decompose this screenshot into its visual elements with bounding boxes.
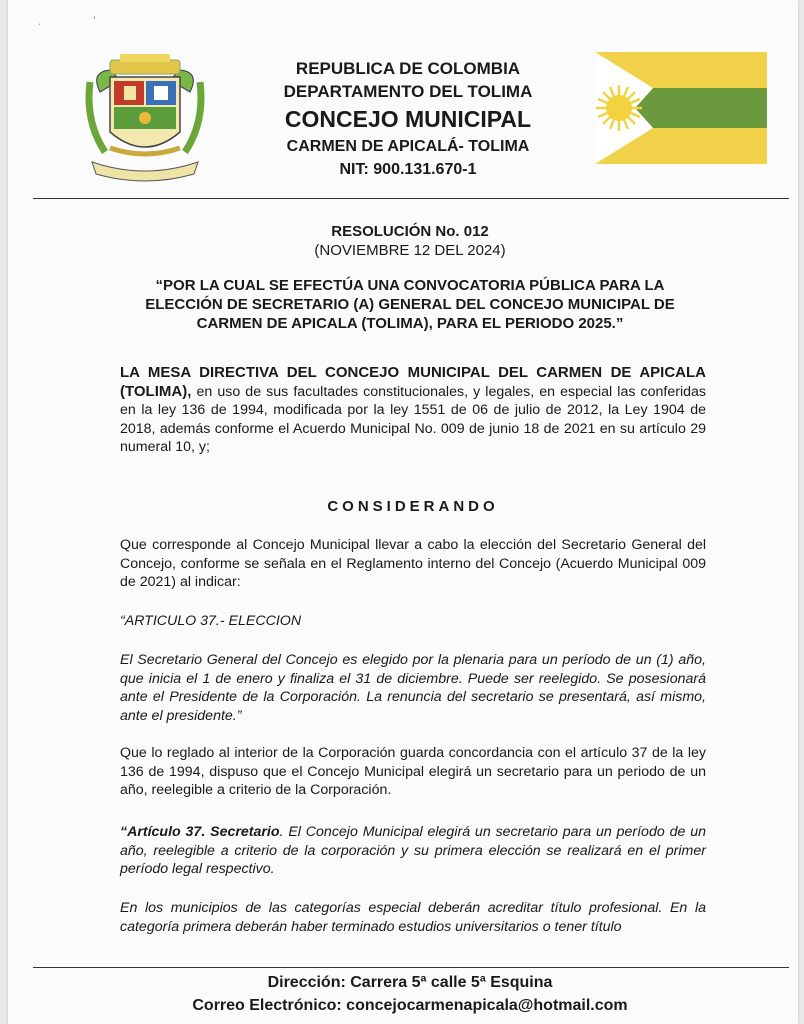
intro-text: en uso de sus facultades constitucionales, y legales, en especial las conferidas en la ley 136 de 1994, modificada por la ley 1551 de 06 de julio de 2012, la Ley 1904 de 2018, además conforme el Acuerdo Municipal No. 009 de junio 18 de 2021 en su artículo 29 numeral 10, y; [120, 383, 706, 455]
resolution-date: (NOVIEMBRE 12 DEL 2024) [314, 242, 506, 259]
footer-divider [33, 967, 789, 968]
article-text: El Secretario General del Concejo es elegido por la plenaria para un período de un (1) año, que inicia el 1 de enero y finaliza el 31 de diciembre. Puede ser reelegido. Se posesionará ante el Presidente de la Corporación. La renuncia del secretario se presentará, así mismo, ante el presidente.” [120, 652, 706, 724]
footer-email: Correo Electrónico: concejocarmenapicala@hotmail.com [192, 997, 628, 1014]
section-heading: CONSIDERANDO [327, 498, 499, 515]
header-nit: NIT: 900.131.670-1 [339, 161, 477, 178]
paragraph-1: Que corresponde al Concejo Municipal llevar a cabo la elección del Secretario General del Concejo, conforme se señala en el Reglamento interno del Concejo (Acuerdo Municipal 009 de 2021) al indicar: [120, 537, 706, 590]
footer-address: Dirección: Carrera 5ª calle 5ª Esquina [267, 974, 553, 991]
article-heading: “ARTICULO 37.- ELECCION [120, 613, 302, 629]
intro-paragraph [120, 364, 706, 457]
paragraph-6: En los municipios de las categorías especial deberán acreditar título profesional. En la categoría primera deberán haber terminado estudios universitarios o tener título [120, 900, 706, 935]
resolution-number: RESOLUCIÓN No. 012 [331, 223, 489, 240]
header-municipality: CARMEN DE APICALÁ- TOLIMA [286, 138, 530, 155]
resolution-title: “POR LA CUAL SE EFECTÚA UNA CONVOCATORIA PÚBLICA PARA LA ELECCIÓN DE SECRETARIO (A) GENERAL DEL CONCEJO MUNICIPAL DE CARMEN DE APICALA (TOLIMA), PARA EL PERIODO 2025.” [145, 277, 675, 332]
paragraph-5 [120, 823, 706, 879]
header-institution: CONCEJO MUNICIPAL [284, 106, 532, 132]
municipal-flag-icon [595, 52, 767, 164]
margin-mark: ˌ ′ [38, 15, 96, 25]
header-country: REPUBLICA DE COLOMBIA [295, 59, 521, 78]
article-37-bold: “Artículo 37. Secretario [120, 824, 280, 840]
intro-bold: LA MESA DIRECTIVA DEL CONCEJO MUNICIPAL DEL CARMEN DE APICALA (TOLIMA), [120, 364, 706, 400]
paragraph-4: Que lo reglado al interior de la Corporación guarda concordancia con el artículo 37 de la ley 136 de 1994, dispuso que el Concejo Municipal elegirá un secretario para un periodo de un año, reelegible a criterio de la Corporación. [120, 745, 706, 798]
header-department: DEPARTAMENTO DEL TOLIMA [283, 82, 533, 101]
header-divider [33, 198, 789, 199]
article-37-text: . El Concejo Municipal elegirá un secretario para un período de un año, reelegible a criterio de la corporación y su primera elección se realizará en el primer período legal respectivo. [120, 824, 706, 877]
document-page [8, 0, 798, 1024]
municipal-coat-of-arms-icon [80, 52, 210, 182]
letterhead [208, 57, 608, 182]
